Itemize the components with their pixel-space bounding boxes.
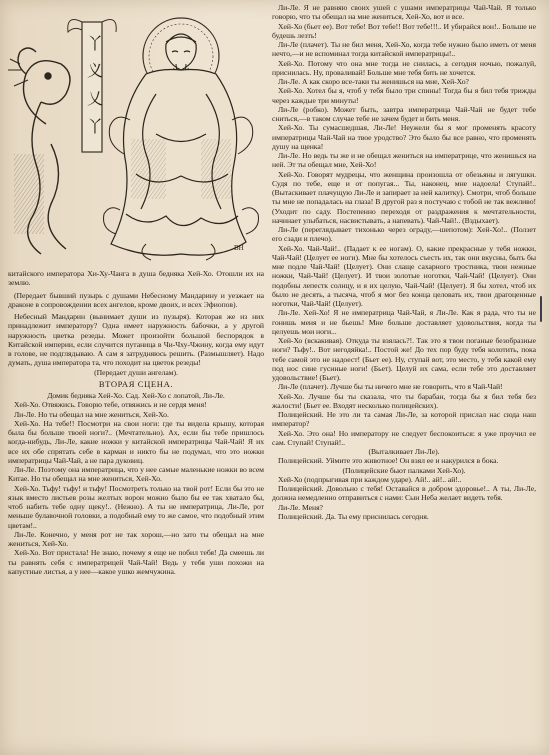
dialogue-line: Полицейский. Довольно с тебя! Оставайся в добром здоровье!.. А ты, Ли-Ле, должна немедленно отправиться с нами: Сын Неба желает видеть тебя. — [272, 484, 536, 503]
stage-direction: (Полицейские бьют палками Хей-Хо). — [342, 465, 466, 475]
left-column — [8, 269, 264, 576]
dialogue-line: Хей-Хо. Вот пристала! Не знаю, почему я еще не побил тебя! Да смеешь ли ты равнять себя с императрицей Чай-Чай! Ведь у тебя уши похожи на капустные листья, а у нее—какое ушко жемчужина. — [8, 548, 264, 576]
banner-glyph: 丫 — [87, 119, 104, 136]
dialogue-line: Ли-Ле. Конечно, у меня рот не так хорош,—но зато ты обещал на мне жениться, Хей-Хо. — [8, 529, 264, 548]
dialogue-line: Ли-Ле. Но ты обещал на мне жениться, Хей-Хо. — [14, 409, 169, 419]
artist-signature: ВН — [234, 244, 244, 252]
banner-glyph: 丫 — [87, 36, 104, 53]
scene-setting: Домик бедняка Хей-Хо. Сад. Хей-Хо с лопатой, Ли-Ле. — [47, 391, 225, 400]
dialogue-line: Хей-Хо (бьет ее). Вот тебе! Вот тебе!! Вот тебе!!!.. И убирайся вон!.. Больше не будешь лезть! — [272, 21, 536, 40]
dialogue-line: Ли-Ле. Меня? — [278, 502, 323, 512]
dialogue-line: Хей-Хо. Говорят мудрецы, что женщина произошла от обезьяны и лягушки. Судя по тебе, еще и от попугая... Ты, наконец, мне надоела! Ступай!.. (Вытаскивает плачущую Ли-Ле и запирает за ней калитку). Смотри, чтоб больше ты мне не попадалась на глаза! В другой раз я постучаю с тобой не так вежливо! (Уходит по саду. Постепенно переходя от раздражения к мечтательности, начинает улыбаться, насвистывать, а напевать). Чай-Чай!.. (Вздыхает). — [272, 169, 536, 225]
dialogue-line: Хей-Хо (подпрыгивая при каждом ударе). Ай!.. ай!.. ай!.. — [278, 474, 462, 484]
dialogue-line: Хей-Хо (вскакивая). Откуда ты взялась?!. Так это я твои поганые безобразные ноги? Тьфу!.. Вот негодяйка!.. Постой же! До тех пор буду тебя колотить, пока тебе самой это не надоест! (Бьет ее). Ну, ступай вот, это место, у тебя какой ему под нос сине гусиные ноги! (Бьет). Целуй их сама, если тебе это доставляет удовольствие! (Бьет). — [272, 336, 536, 382]
dialogue-line: Хей-Хо. Потому что она мне тогда не снилась, а сегодня ночью, пожалуй, приснилась. Ну, проваливай! Больше мне тебя бить не хочется. — [272, 58, 536, 77]
dialogue-line: Хей-Хо. Это она! Но императору не следует беспокоиться: я уже проучил ее сам. Ступай! Ступай!.. — [272, 428, 536, 447]
dialogue-line: Ли-Ле. Хей-Хо! Я не императрица Чай-Чай, я Ли-Ле. Как я рада, что ты не гонишь меня и не бьешь! Мне больше доставляет удовольствия, когда ты целуешь мои ноги... — [272, 308, 536, 336]
dialogue-line: Ли-Ле (переглядывает тихонько через ограду,—шепотом): Хей-Хо!.. (Ползет его сзади и плечо). — [272, 225, 536, 244]
banner-glyph: 乂 — [87, 91, 104, 108]
stage-direction: (Передает бывший пузырь с душами Небесному Мандарину и уезжает на драконе в сопровождении всех ангелов, кроме двоих, и всех Эфиопов). — [8, 290, 264, 309]
dialogue-line: Хей-Хо. Чай-Чай!.. (Падает к ее ногам). О, какие прекрасные у тебя ножки, Чай-Чай! (Целует ее ноги). Мне бы хотелось съесть их, так они вкусны, быть бы мне подле Чай-Чай! (Целует). Они слаще сахарного тростника, твои нежные ножки, Чай-Чай! (Целует). И твои золотые ноготки, Чай-Чай! (Целует). Они подобны лепестк солнцу, и я их целую, Чай-Чай! (Целует). Я бы хотел, чтоб их было не десять, а тысяча, чтоб я мог без конца целовать их, твои драгоценные ноготки, Чай-Чай! (Целует). — [272, 243, 536, 308]
dialogue-line: Хей-Хо. Хотел бы я, чтоб у тебя было три спины! Тогда бы я бил тебя трижды через каждые три минуты! — [272, 86, 536, 105]
dialogue-line: Ли-Ле (плачет). Ты не бил меня, Хей-Хо, когда тебе нужно было иметь от меня нечто,—и не вспоминал тогда китайской императрицы!.. — [272, 40, 536, 59]
dialogue-line: Ли-Ле. Но ведь ты же и не обещал жениться на императрице, что женишься на ней. Эт ты обещал мне, Хей-Хо! — [272, 151, 536, 170]
sage-illustration — [6, 4, 266, 266]
dialogue-line: Хей-Хо. На тебе!! Посмотри на свои ноги: где ты видела крышу, которая была бы больше твоей ноги?.. (Мечтательно). Ах, если бы тебе пришлось когда-нибудь, Ли-Ле, какие ножки у китайской императрицы Чай-Чай! Я их все их обе спрятать себе в карман и никто бы не подумал, что это ножки императрицы Чай-Чай, а не пара дуковиц. — [8, 418, 264, 465]
dialogue-line: Хей-Хо. Тьфу! тьфу! и тьфу! Посмотреть только на твой рот! Если бы это не язык вместо листьев розы желтых ворон можно было бы ее так хватало бы, чтоб набить тебе одну щеку!.. (Нежно). А ты не императрица, Ли-Ле, рот меньше булавочной головки, а подобный ему то же самое, что подобный этим цветам!.. — [8, 483, 264, 530]
dialogue-line: Полицейский. Да. Ты ему приснилась сегодня. — [278, 511, 429, 521]
stage-direction: (Передает души ангелам). — [94, 367, 178, 377]
dialogue-line: Хей-Хо. Лучше бы ты сказала, что ты барабан, тогда бы я бил тебя без жалости! (Бьет ее. Входят несколько полицейских). — [272, 391, 536, 410]
dialogue-line: Ли-Ле (робко). Может быть, завтра императрица Чай-Чай не будет тебе сниться,—в таком случае тебе не зачем будет и бить меня. — [272, 104, 536, 123]
dialogue-line: Ли-Ле (плачет). Лучше бы ты ничего мне не говорить, что я Чай-Чай! — [278, 382, 503, 392]
dialogue-line: Ли-Ле. Поэтому она императрица, что у нее самые маленькие ножки во всем Китае. Но ты обещал на мне жениться, Хей-Хо. — [8, 465, 264, 484]
dialogue-line: Хей-Хо. Ты сумасшедшая, Ли-Ле! Неужели бы я мог променять красоту императрицы Чай-Чай на твое уродство? Это было бы все равно, что променять душу на щенка! — [272, 123, 536, 151]
dialogue-line: Ли-Ле. Я не равняю своих ушей с ушами императрицы Чай-Чай. Я только говорю, что ты обещал на мне жениться, Хей-Хо, вот и все. — [272, 3, 536, 22]
dialogue-line: Полицейский. Не это ли та самая Ли-Ле, за которой прислал нас сюда наш император? — [272, 410, 536, 429]
dialogue-line: Хей-Хо. Отвяжись. Говорю тебе, отвяжись и не сердя меня! — [14, 400, 207, 410]
right-column — [272, 3, 536, 521]
paragraph: китайского императора Хи-Ху-Чанга в душа бедняка Хей-Хо. Отошли их на землю. — [8, 269, 264, 288]
stage-direction: (Выталкивает Ли-Ле). — [368, 447, 440, 456]
dialogue-line: Ли-Ле. А как скоро все-таки ты женишься на мне, Хей-Хо? — [278, 77, 469, 86]
scene-heading: ВТОРАЯ СЦЕНА. — [98, 378, 174, 389]
banner-glyph: 义 — [87, 63, 104, 80]
dialogue-line: Полицейский. Уймите это животное! Он взял ее и накурился в бока. — [278, 456, 499, 466]
paragraph: Небесный Мандарин (вынимает души из пузыря). Которая же из них принадлежит императору? Одна имеет наружность бабочки, а у другой наружность цветка резеды. Может произойти большой беспорядок в Китайской империи, если случится путаница в Чи-Чху-Чжину, когда ему идут в голове, не подглядываю. А сам я затрудняюсь решить. (Размышляет). Надо думать, душа императора та, что походит на цветок резеды! — [8, 312, 264, 368]
margin-pencil-mark — [540, 296, 542, 322]
